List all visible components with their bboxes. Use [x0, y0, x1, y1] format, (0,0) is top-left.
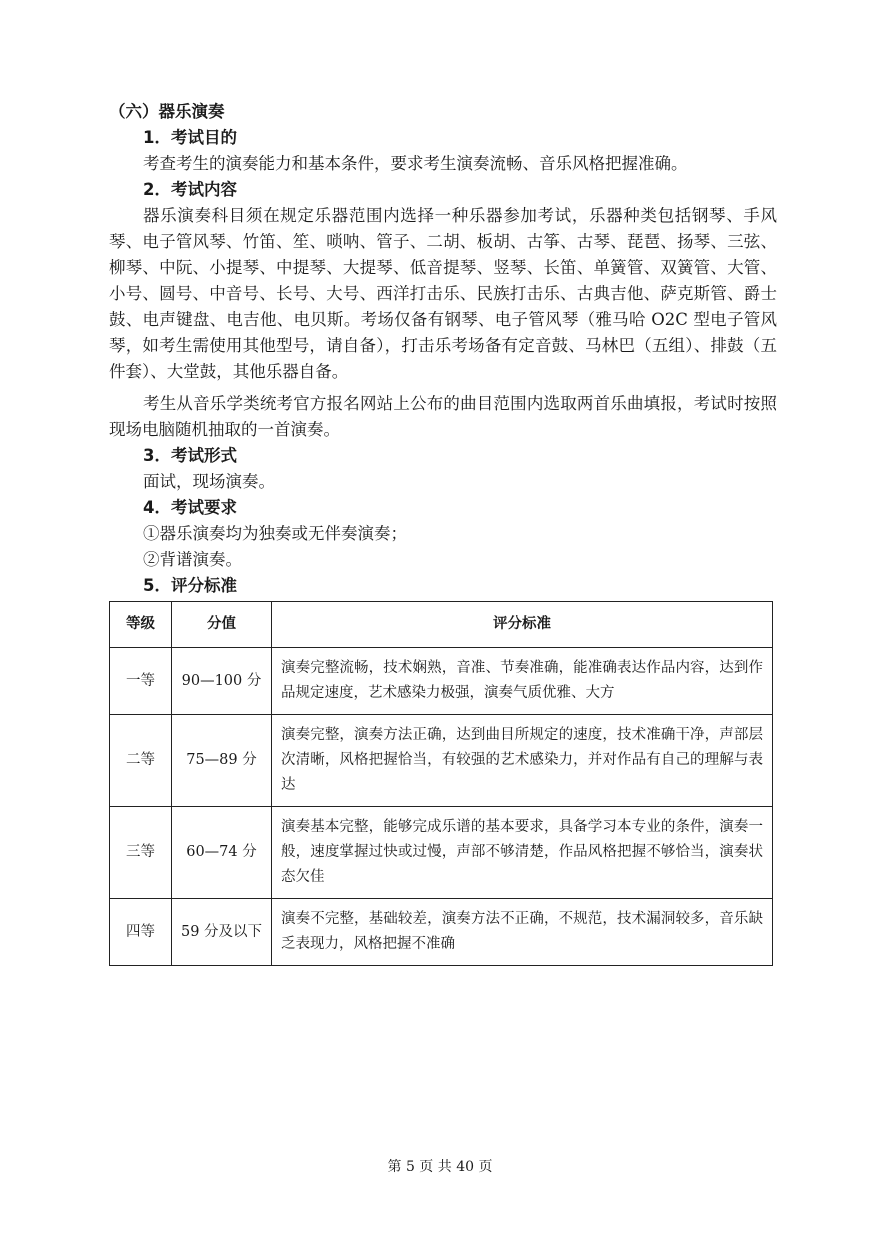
exam-content-paragraph-2: 考生从音乐学类统考官方报名网站上公布的曲目范围内选取两首乐曲填报，考试时按照现场电脑随机抽取的一首演奏。 — [109, 394, 777, 439]
header-score: 分值 — [172, 602, 272, 648]
header-grade: 等级 — [110, 602, 172, 648]
grade-cell: 二等 — [110, 715, 172, 807]
exam-purpose-text: 考查考生的演奏能力和基本条件，要求考生演奏流畅、音乐风格把握准确。 — [143, 154, 688, 173]
exam-content-paragraph-1: 器乐演奏科目须在规定乐器范围内选择一种乐器参加考试，乐器种类包括钢琴、手风琴、电子管风琴、竹笛、笙、唢呐、管子、二胡、板胡、古筝、古琴、琵琶、扬琴、三弦、柳琴、中阮、小提琴、中提琴、大提琴、低音提琴、竖琴、长笛、单簧管、双簧管、大管、小号、圆号、中音号、长号、大号、西洋打击乐、民族打击乐、古典吉他、萨克斯管、爵士鼓、电声键盘、电吉他、电贝斯。考场仅备有钢琴、电子管风琴（雅马哈 O2C 型电子管风琴，如考生需使用其他型号，请自备），打击乐考场备有定音鼓、马林巴（五组）、排鼓（五件套）、大堂鼓，其他乐器自备。 — [109, 206, 777, 381]
score-cell: 59 分及以下 — [172, 899, 272, 966]
header-criteria: 评分标准 — [272, 602, 773, 648]
grade-cell: 三等 — [110, 807, 172, 899]
requirement-item-1: ①器乐演奏均为独奏或无伴奏演奏； — [143, 524, 407, 543]
criteria-cell: 演奏完整流畅，技术娴熟，音准、节奏准确，能准确表达作品内容，达到作品规定速度，艺术感染力极强，演奏气质优雅、大方 — [272, 648, 773, 715]
grade-cell: 一等 — [110, 648, 172, 715]
table-row — [110, 648, 773, 715]
table-header-row — [110, 602, 773, 648]
criteria-cell: 演奏不完整，基础较差，演奏方法不正确，不规范，技术漏洞较多，音乐缺乏表现力，风格把握不准确 — [272, 899, 773, 966]
criteria-cell: 演奏基本完整，能够完成乐谱的基本要求，具备学习本专业的条件，演奏一般，速度掌握过快或过慢，声部不够清楚，作品风格把握不够恰当，演奏状态欠佳 — [272, 807, 773, 899]
table-row — [110, 715, 773, 807]
heading-exam-requirements: 4．考试要求 — [143, 498, 237, 517]
score-cell: 75—89 分 — [172, 715, 272, 807]
section-title: （六）器乐演奏 — [109, 102, 225, 121]
exam-format-text: 面试，现场演奏。 — [143, 472, 275, 491]
table-row — [110, 899, 773, 966]
heading-exam-format: 3．考试形式 — [143, 446, 237, 465]
page-number-footer: 第 5 页 共 40 页 — [387, 1159, 493, 1175]
criteria-cell: 演奏完整，演奏方法正确，达到曲目所规定的速度，技术准确干净，声部层次清晰，风格把握恰当，有较强的艺术感染力，并对作品有自己的理解与表达 — [272, 715, 773, 807]
heading-exam-purpose: 1．考试目的 — [143, 128, 237, 147]
score-cell: 60—74 分 — [172, 807, 272, 899]
grade-cell: 四等 — [110, 899, 172, 966]
heading-exam-content: 2．考试内容 — [143, 180, 237, 199]
table-row — [110, 807, 773, 899]
heading-scoring-criteria: 5．评分标准 — [143, 576, 237, 595]
score-cell: 90—100 分 — [172, 648, 272, 715]
requirement-item-2: ②背谱演奏。 — [143, 550, 242, 569]
scoring-table — [109, 601, 773, 966]
